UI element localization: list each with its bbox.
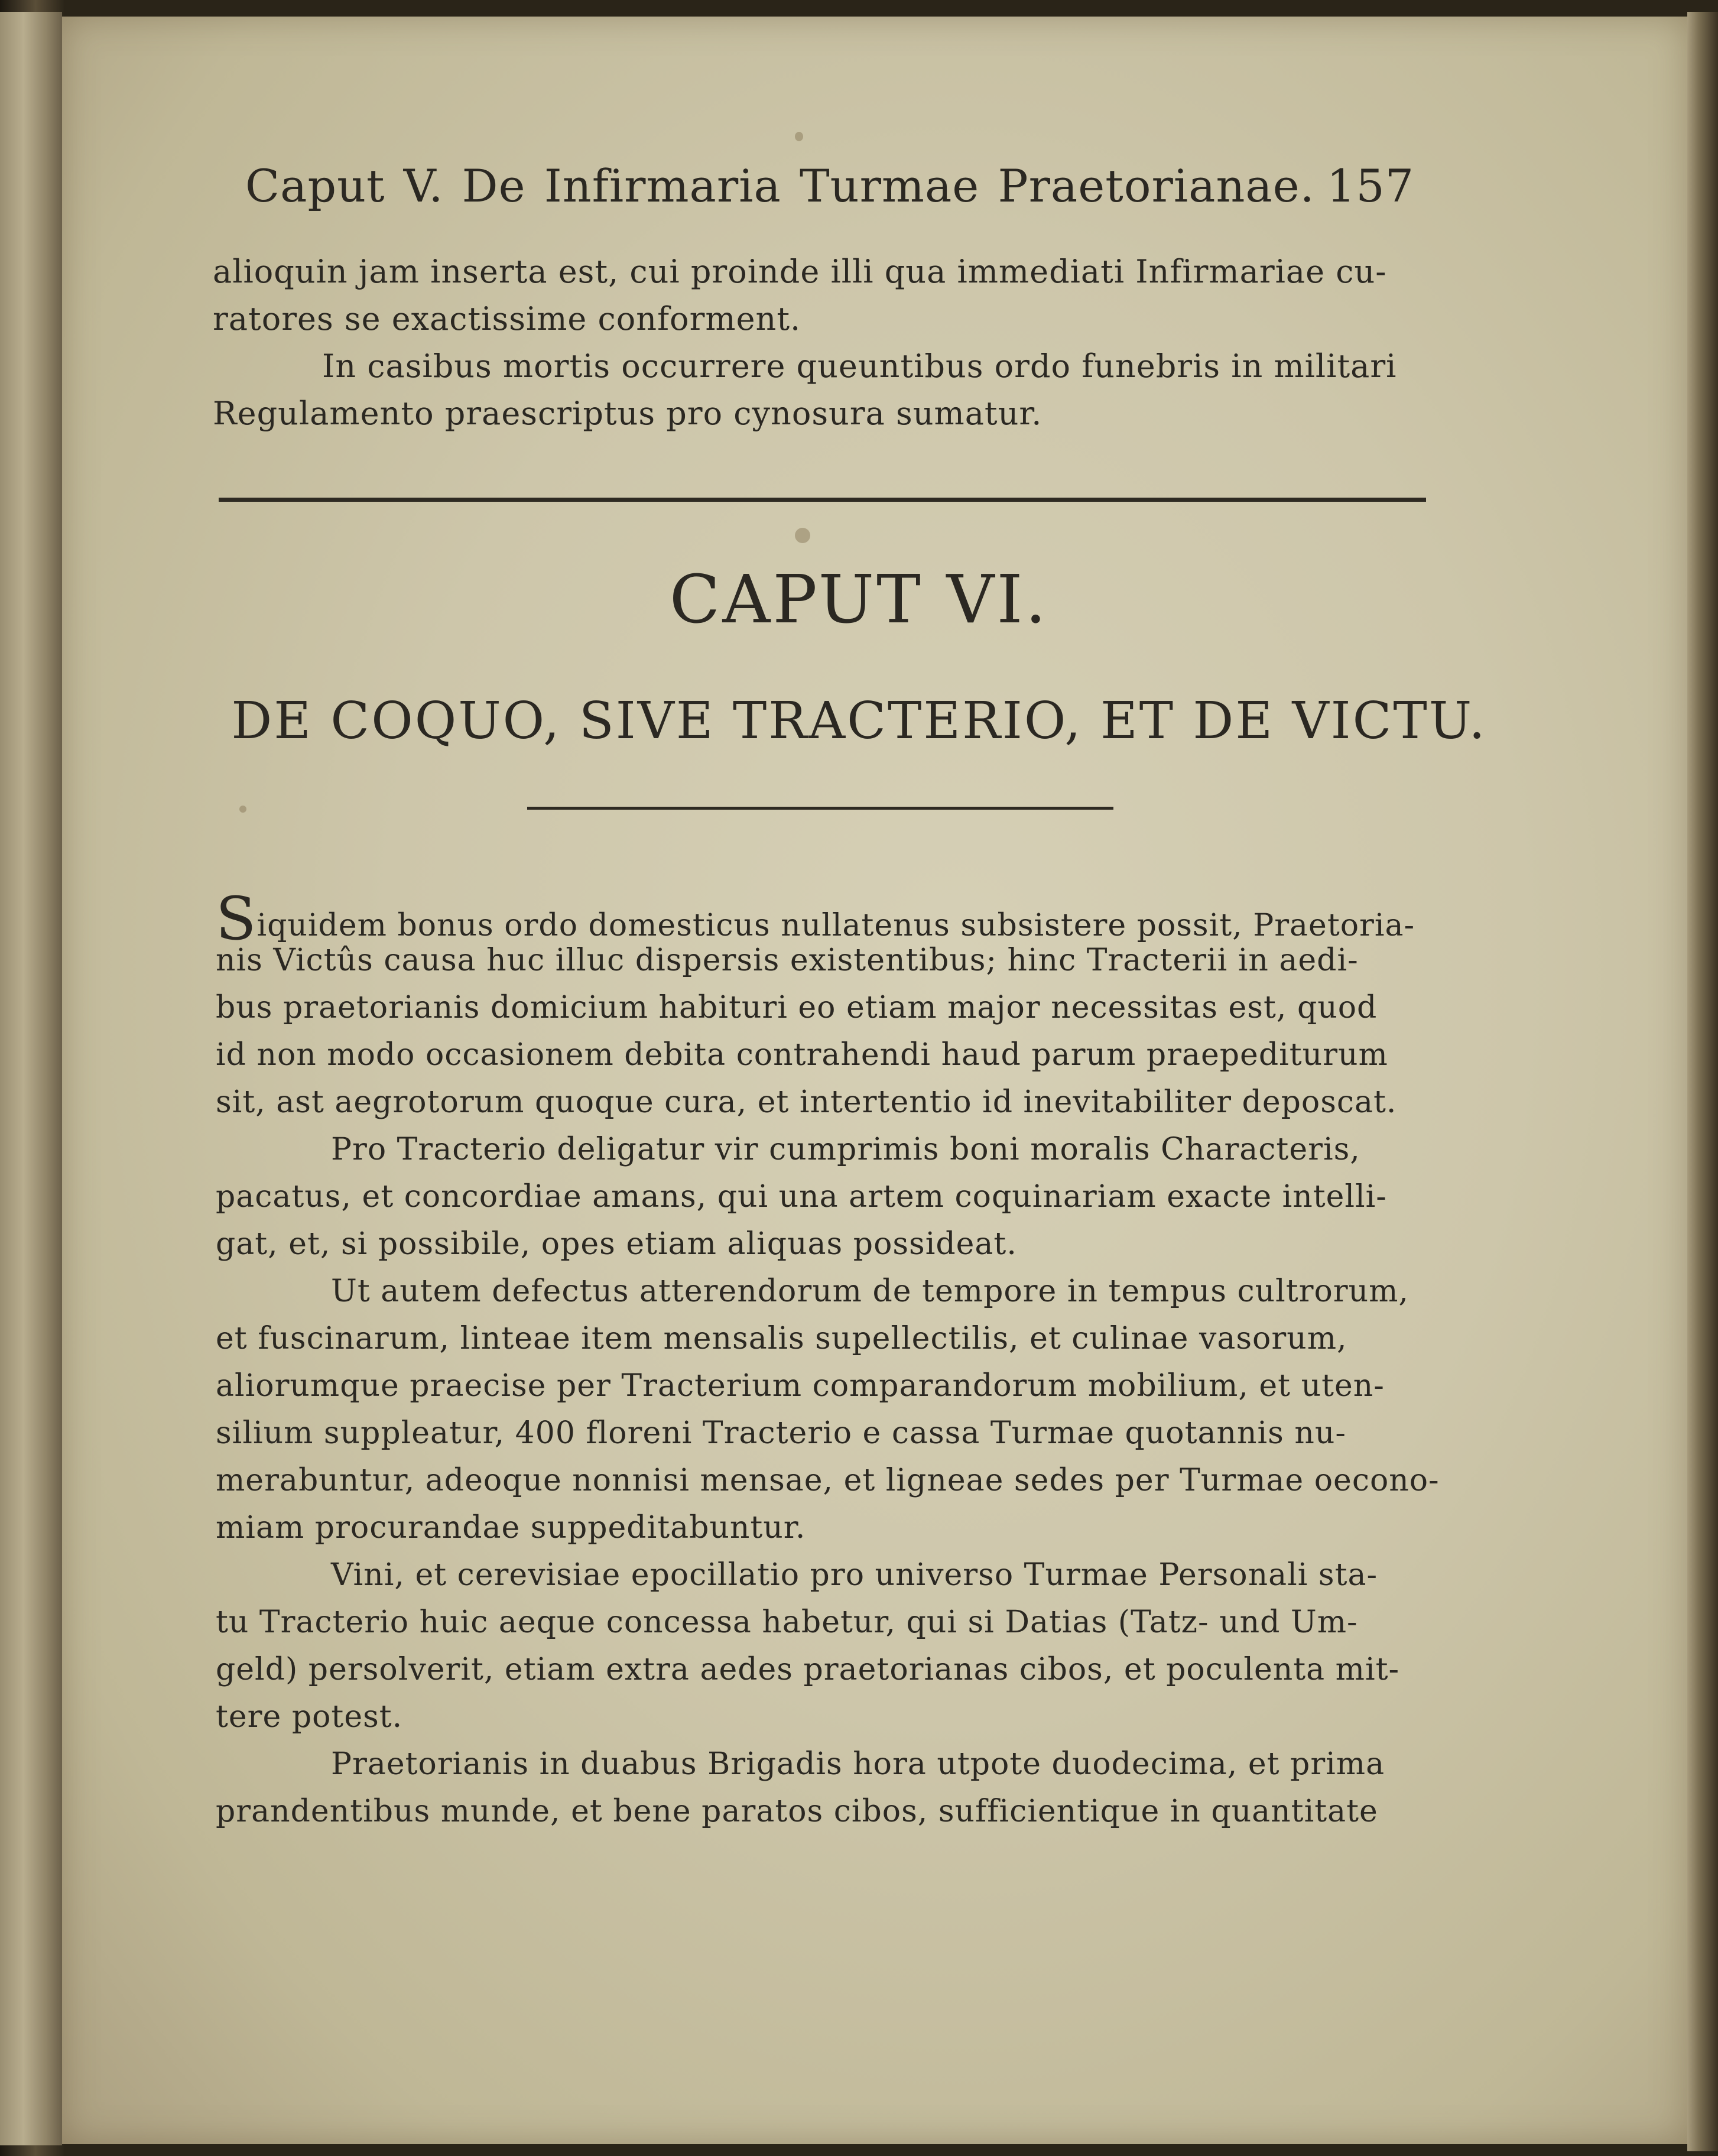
continuation-line-3: In casibus mortis occurrere queuntibus ordo funebris in militari [322,348,1397,385]
section-divider-rule [219,498,1426,502]
heading-rule [527,807,1113,810]
body-line: tu Tracterio huic aeque concessa habetur, qui si Datias (Tatz- und Um- [216,1605,1358,1640]
previous-page-edge [0,12,62,2145]
body-line: prandentibus munde, et bene paratos cibos, sufficientique in quantitate [216,1794,1378,1829]
continuation-line-2: ratores se exactissime conforment. [213,300,801,337]
paper-stain [795,528,810,543]
body-line: nis Victûs causa huc illuc dispersis existentibus; hinc Tracterii in aedi- [216,943,1359,978]
continuation-line-4: Regulamento praescriptus pro cynosura sumatur. [213,395,1043,432]
body-line: et fuscinarum, linteae item mensalis supellectilis, et culinae vasorum, [216,1321,1347,1356]
running-head-title: Caput V. De Infirmaria Turmae Praetorianae. [245,160,1315,212]
body-line-first [216,884,1415,953]
body-line: merabuntur, adeoque nonnisi mensae, et ligneae sedes per Turmae oecono- [216,1463,1440,1498]
page-number: 157 [1327,160,1415,212]
body-line: silium suppleatur, 400 floreni Tracterio e cassa Turmae quotannis nu- [216,1415,1346,1451]
body-line: bus praetorianis domicium habituri eo etiam major necessitas est, quod [216,990,1378,1025]
paper-stain [239,806,246,813]
body-first-line-text: iquidem bonus ordo domesticus nullatenus subsistere possit, Praetoria- [256,908,1415,943]
chapter-subtitle: DE COQUO, SIVE TRACTERIO, ET DE VICTU. [231,691,1487,751]
body-line: tere potest. [216,1699,403,1735]
body-line: sit, ast aegrotorum quoque cura, et intertentio id inevitabiliter deposcat. [216,1085,1397,1120]
body-line: Pro Tracterio deligatur vir cumprimis boni moralis Characteris, [331,1132,1360,1167]
chapter-title: CAPUT VI. [669,561,1049,638]
body-line: Praetorianis in duabus Brigadis hora utpote duodecima, et prima [331,1746,1385,1782]
body-line: Ut autem defectus atterendorum de tempore in tempus cultrorum, [331,1274,1409,1309]
body-line: aliorumque praecise per Tracterium comparandorum mobilium, et uten- [216,1368,1385,1404]
body-line: Vini, et cerevisiae epocillatio pro universo Turmae Personali sta- [331,1557,1378,1593]
body-line: gat, et, si possibile, opes etiam aliquas possideat. [216,1226,1017,1262]
body-line: miam procurandae suppeditabuntur. [216,1510,806,1545]
drop-cap: S [216,884,257,953]
body-line: geld) persolverit, etiam extra aedes praetorianas cibos, et poculenta mit- [216,1652,1400,1687]
continuation-line-1: alioquin jam inserta est, cui proinde illi qua immediati Infirmariae cu- [213,253,1387,290]
body-line: id non modo occasionem debita contrahendi haud parum praepediturum [216,1037,1388,1073]
page-right-edge [1687,12,1718,2151]
body-line: pacatus, et concordiae amans, qui una artem coquinariam exacte intelli- [216,1179,1387,1215]
paper-stain [795,132,803,141]
